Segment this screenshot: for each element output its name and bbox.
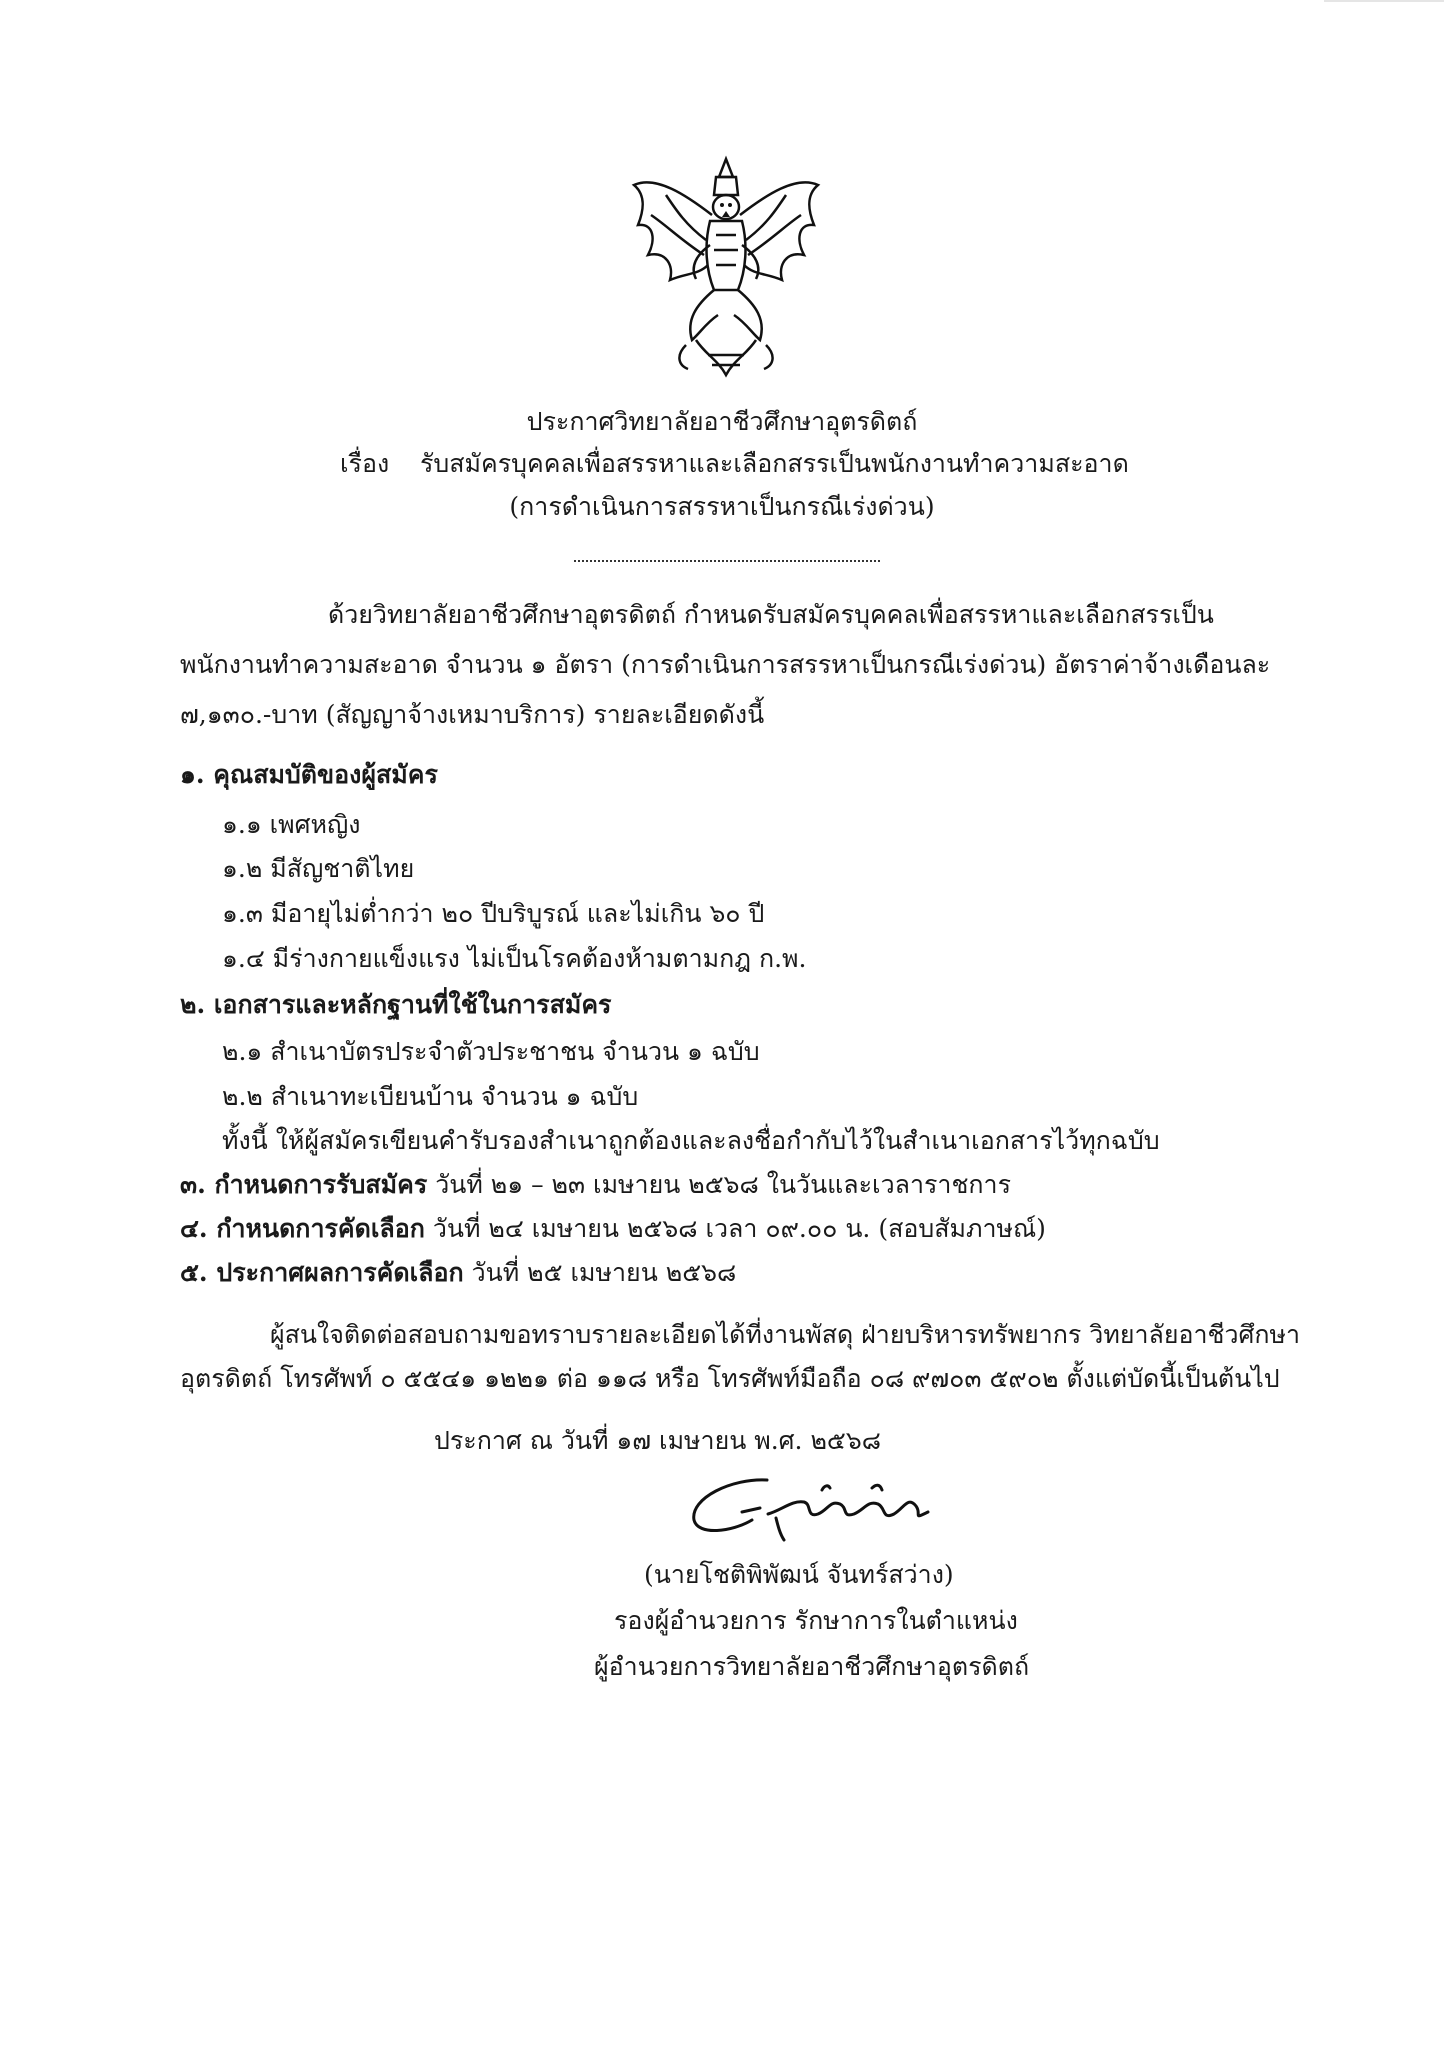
announcement-subtitle: (การดำเนินการสรรหาเป็นกรณีเร่งด่วน)	[509, 492, 935, 521]
signatory-position-2: ผู้อำนวยการวิทยาลัยอาชีวศึกษาอุตรดิตถ์	[594, 1652, 1030, 1681]
section-1-item: ๑.๒ มีสัญชาติไทย	[222, 854, 415, 883]
section-4-text: วันที่ ๒๔ เมษายน ๒๕๖๘ เวลา ๐๙.๐๐ น. (สอบสัมภาษณ์)	[432, 1214, 1046, 1243]
section-4	[180, 1212, 1046, 1246]
section-3	[180, 1168, 1011, 1202]
section-2-item: ๒.๒ สำเนาทะเบียนบ้าน จำนวน ๑ ฉบับ	[222, 1082, 639, 1111]
intro-line-1: ด้วยวิทยาลัยอาชีวศึกษาอุตรดิตถ์ กำหนดรับสมัครบุคคลเพื่อสรรหาและเลือกสรรเป็น	[328, 600, 1214, 629]
section-1-item: ๑.๔ มีร่างกายแข็งแรง ไม่เป็นโรคต้องห้ามตามกฎ ก.พ.	[222, 944, 807, 973]
signatory-name: (นายโชติพิพัฒน์ จันทร์สว่าง)	[644, 1560, 954, 1589]
announcement-title: ประกาศวิทยาลัยอาชีวศึกษาอุตรดิตถ์	[526, 407, 918, 436]
intro-line-2: พนักงานทำความสะอาด จำนวน ๑ อัตรา (การดำเนินการสรรหาเป็นกรณีเร่งด่วน) อัตราค่าจ้างเดือนละ	[180, 650, 1271, 679]
contact-line-1: ผู้สนใจติดต่อสอบถามขอทราบรายละเอียดได้ที่งานพัสดุ ฝ่ายบริหารทรัพยากร วิทยาลัยอาชีวศึกษา	[270, 1320, 1301, 1349]
section-1-heading: ๑. คุณสมบัติของผู้สมัคร	[180, 760, 438, 789]
signature-image	[672, 1470, 972, 1550]
section-2-note: ทั้งนี้ ให้ผู้สมัครเขียนคำรับรองสำเนาถูกต้องและลงชื่อกำกับไว้ในสำเนาเอกสารไว้ทุกฉบับ	[222, 1126, 1160, 1155]
scan-edge-mark	[1324, 0, 1444, 2]
garuda-emblem	[626, 155, 826, 380]
section-5	[180, 1256, 736, 1290]
section-4-heading: ๔. กำหนดการคัดเลือก	[180, 1214, 425, 1243]
subject-label: เรื่อง	[340, 449, 390, 478]
section-2-heading: ๒. เอกสารและหลักฐานที่ใช้ในการสมัคร	[180, 990, 612, 1019]
section-3-heading: ๓. กำหนดการรับสมัคร	[180, 1170, 428, 1199]
section-1-item: ๑.๓ มีอายุไม่ต่ำกว่า ๒๐ ปีบริบูรณ์ และไม่เกิน ๖๐ ปี	[222, 899, 765, 928]
announcement-subject: รับสมัครบุคคลเพื่อสรรหาและเลือกสรรเป็นพนักงานทำความสะอาด	[420, 449, 1129, 478]
section-5-text: วันที่ ๒๕ เมษายน ๒๕๖๘	[471, 1258, 737, 1287]
signatory-position-1: รองผู้อำนวยการ รักษาการในตำแหน่ง	[614, 1606, 1018, 1635]
intro-line-3: ๗,๑๓๐.-บาท (สัญญาจ้างเหมาบริการ) รายละเอียดดังนี้	[180, 700, 765, 729]
section-2-item: ๒.๑ สำเนาบัตรประจำตัวประชาชน จำนวน ๑ ฉบับ	[222, 1037, 760, 1066]
section-3-text: วันที่ ๒๑ – ๒๓ เมษายน ๒๕๖๘ ในวันและเวลาราชการ	[435, 1170, 1012, 1199]
announcement-date: ประกาศ ณ วันที่ ๑๗ เมษายน พ.ศ. ๒๕๖๘	[434, 1426, 881, 1455]
section-5-heading: ๕. ประกาศผลการคัดเลือก	[180, 1258, 464, 1287]
section-1-item: ๑.๑ เพศหญิง	[222, 810, 361, 839]
contact-line-2: อุตรดิตถ์ โทรศัพท์ ๐ ๕๕๔๑ ๑๒๒๑ ต่อ ๑๑๘ หรือ โทรศัพท์มือถือ ๐๘ ๙๗๐๓ ๕๙๐๒ ตั้งแต่บัดนี้เป็นต้นไป	[180, 1364, 1280, 1393]
header-divider	[574, 560, 880, 562]
